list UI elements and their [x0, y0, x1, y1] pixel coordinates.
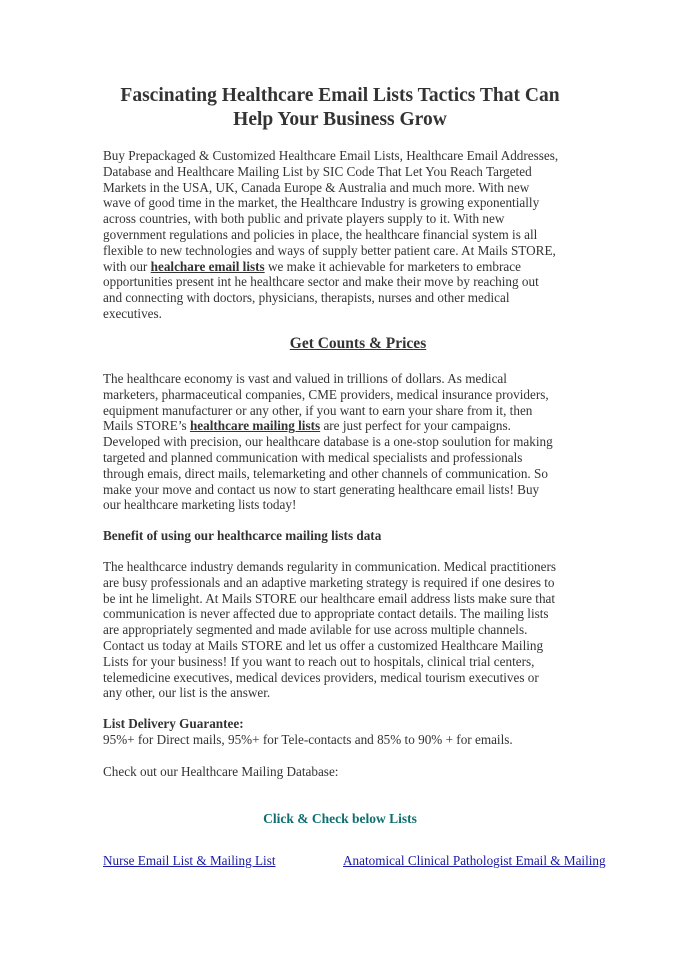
- click-check-heading: Click & Check below Lists: [263, 811, 417, 826]
- benefit-line: be int he limelight. At Mails STORE our healthcare email address lists make sure that: [103, 590, 556, 606]
- benefit-line: Contact us today at Mails STORE and let us offer a customized Healthcare Mailing: [103, 637, 544, 653]
- economy-link-prefix: Mails STORE’s: [103, 418, 190, 434]
- economy-line: our healthcare marketing lists today!: [103, 497, 297, 513]
- page-title: [60, 84, 620, 132]
- page-title-line-1: Fascinating Healthcare Email Lists Tactics That Can: [120, 85, 560, 106]
- intro-line: Markets in the USA, UK, Canada Europe & Australia and much more. With new: [103, 179, 530, 195]
- intro-paragraph: [103, 148, 603, 322]
- get-counts-prices-link[interactable]: Get Counts & Prices: [289, 335, 427, 352]
- intro-line: wave of good time in the market, the Healthcare Industry is growing exponentially: [103, 195, 540, 211]
- benefit-line: are appropriately segmented and made avilable for use across multiple channels.: [103, 622, 528, 638]
- nurse-email-list-link[interactable]: Nurse Email List & Mailing List: [103, 853, 276, 868]
- benefit-line: any other, our list is the answer.: [103, 685, 271, 701]
- healthcare-mailing-lists-link[interactable]: healthcare mailing lists: [189, 418, 321, 434]
- benefit-line: Lists for your business! If you want to reach out to hospitals, clinical trial centers,: [103, 653, 535, 669]
- economy-line: equipment manufacturer or any other, if you want to earn your share from it, then: [103, 402, 533, 418]
- benefit-line: communication is never affected due to appropriate contact details. The mailing lists: [103, 606, 549, 622]
- intro-line: executives.: [103, 305, 162, 321]
- intro-line: and connecting with doctors, physicians, therapists, nurses and other medical: [103, 290, 510, 306]
- economy-paragraph: [103, 371, 603, 513]
- anatomical-pathologist-email-link[interactable]: Anatomical Clinical Pathologist Email & Mailing: [343, 853, 606, 868]
- intro-line: opportunities present int he healthcare sector and make their move by reaching out: [103, 274, 539, 290]
- economy-link-line: [103, 418, 603, 434]
- intro-line: government regulations and policies in place, the healthcare financial system is all: [103, 226, 538, 242]
- economy-line: The healthcare economy is vast and valued in trillions of dollars. As medical: [103, 371, 507, 386]
- economy-link-suffix: are just perfect for your campaigns.: [320, 418, 511, 434]
- intro-line: Buy Prepackaged & Customized Healthcare Email Lists, Healthcare Email Addresses,: [103, 148, 559, 163]
- benefit-line: The healthcarce industry demands regularity in communication. Medical practitioners: [103, 559, 556, 574]
- benefit-paragraph: [103, 559, 603, 701]
- page-title-line-2: Help Your Business Grow: [233, 109, 447, 130]
- economy-line: marketers, pharmaceutical companies, CME providers, medical insurance providers,: [103, 386, 549, 402]
- benefit-line: telemedicine executives, medical devices providers, medical tourism executives or: [103, 669, 539, 685]
- intro-link-prefix: with our: [103, 258, 151, 274]
- economy-line: make your move and contact us now to start generating healthcare email lists! Buy: [103, 481, 540, 497]
- checkout-text: Check out our Healthcare Mailing Database:: [103, 764, 339, 779]
- economy-line: through emais, direct mails, telemarketing and other channels of communication. So: [103, 465, 548, 481]
- guarantee-heading: List Delivery Guarantee:: [103, 716, 244, 731]
- economy-line: Developed with precision, our healthcare database is a one-stop soulution for making: [103, 434, 553, 450]
- economy-line: targeted and planned communication with medical specialists and professionals: [103, 449, 523, 465]
- healthcare-email-lists-link[interactable]: healchare email lists: [150, 258, 265, 274]
- benefit-heading: Benefit of using our healthcarce mailing lists data: [103, 528, 382, 543]
- intro-line: Database and Healthcare Mailing List by SIC Code That Let You Reach Targeted: [103, 163, 532, 179]
- benefit-line: are busy professionals and an adaptive marketing strategy is required if one desires to: [103, 574, 555, 590]
- intro-line: across countries, with both public and private players supply to it. With new: [103, 211, 505, 227]
- guarantee-text: 95%+ for Direct mails, 95%+ for Tele-contacts and 85% to 90% + for emails.: [103, 732, 513, 747]
- intro-link-suffix: we make it achievable for marketers to embrace: [264, 258, 521, 274]
- intro-link-line: [103, 259, 603, 275]
- intro-line: flexible to new technologies and ways of supply better patient care. At Mails STORE,: [103, 242, 556, 258]
